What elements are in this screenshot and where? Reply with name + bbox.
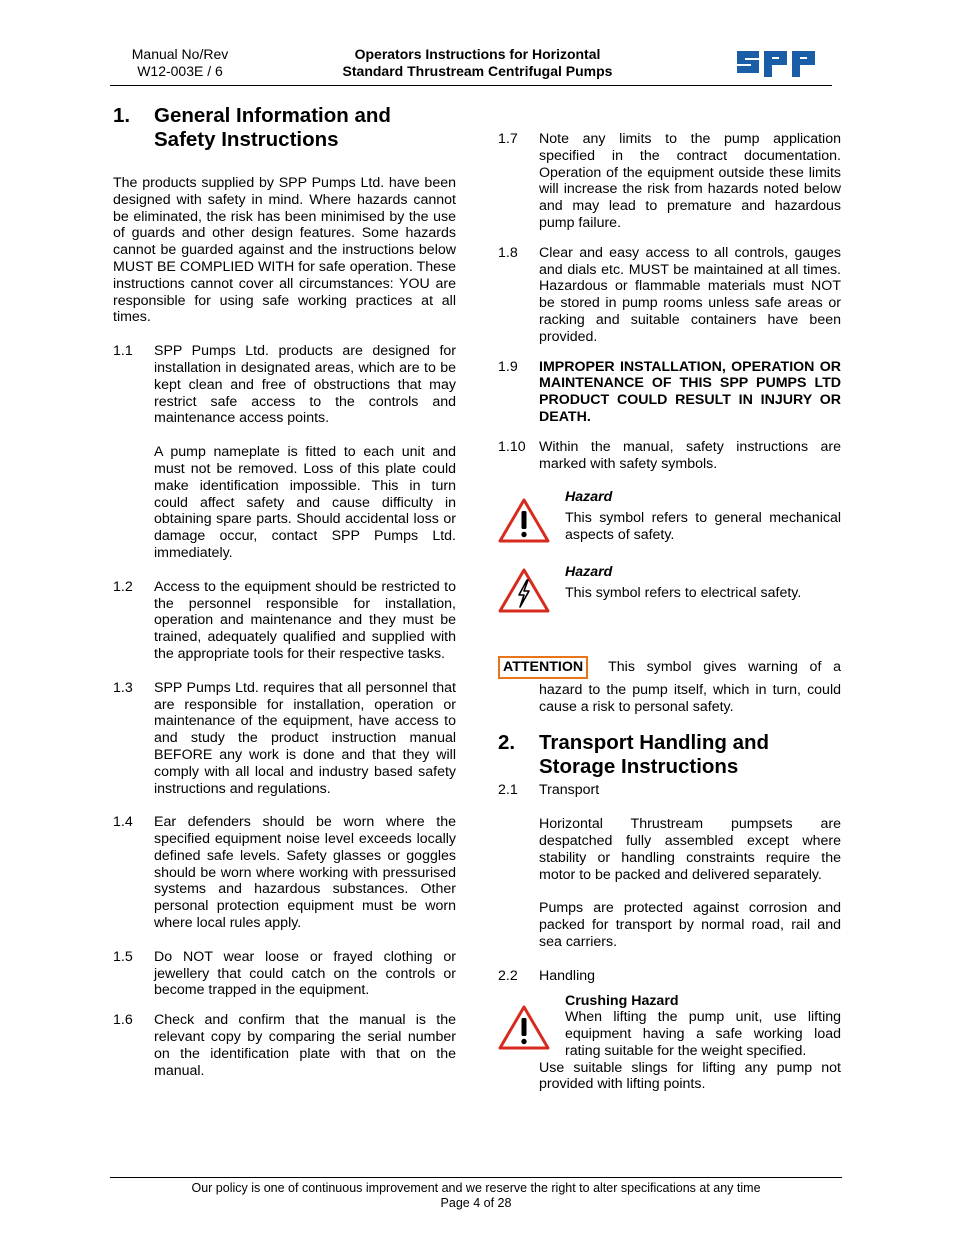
item-number: 1.5 [113,948,133,965]
list-item [113,680,456,798]
warning-exclamation-icon [498,497,550,543]
item-number: 1.2 [113,578,133,595]
section1-intro: The products supplied by SPP Pumps Ltd. have been designed with safety in mind. Where hazards cannot be eliminated, the risk has been minimised by the use of guards and other design features. Some hazards cannot be guarded against and the instructions below MUST BE COMPLIED WITH for safe operation. These instructions cannot cover all circumstances: YOU are responsible for using safe working practices at all times. [113,175,456,326]
hazard-text: This symbol refers to electrical safety. [565,584,802,601]
crushing-hazard-text-cont: Use suitable slings for lifting any pump not provided with lifting points. [539,1059,841,1093]
item-text-warning: IMPROPER INSTALLATION, OPERATION OR MAINTENANCE OF THIS SPP PUMPS LTD PRODUCT COULD RESULT IN INJURY OR DEATH. [539,358,841,425]
list-item [113,949,456,999]
subsection-number: 2.1 [498,782,518,799]
document-title-line2: Standard Thrustream Centrifugal Pumps [342,63,613,79]
list-item [498,245,841,346]
list-item [498,359,841,426]
section2-heading [498,731,841,779]
section1-title-line1: General Information and [154,104,391,127]
manual-number-block [110,46,250,80]
policy-statement: Our policy is one of continuous improvement and we reserve the right to alter specifications at any time [191,1181,761,1195]
spp-logo [735,47,817,77]
section1-heading [113,104,456,152]
crushing-hazard-text: When lifting the pump unit, use lifting equipment having a safe working load rating suitable for the weight specified. [565,1009,841,1059]
manual-number: W12-003E / 6 [137,63,223,79]
subsection-number: 2.2 [498,967,518,984]
subsection-title: Transport [539,782,600,799]
section2-title-line2: Storage Instructions [539,755,739,779]
subsection-title: Handling [539,967,596,984]
list-item [498,439,841,473]
item-number: 1.9 [498,358,518,375]
item-number: 1.10 [498,438,526,455]
list-item [113,1012,456,1079]
item-number: 1.6 [113,1012,133,1029]
item-text: SPP Pumps Ltd. requires that all personnel that are responsible for installation, operation or maintenance of the equipment, have access to and study the product instruction manual BEFORE any work is done and that they will comply with all local and industry based safety instructions and regulations. [154,679,456,797]
electrical-hazard-icon [498,567,550,613]
item-text: Check and confirm that the manual is the relevant copy by comparing the serial number on the identification plate with that on the manual. [154,1012,456,1079]
item-text: Access to the equipment should be restricted to the personnel responsible for installation, operation and maintenance and they must be trained, adequately qualified and supplied with the appropriate tools for their respective tasks. [154,578,456,662]
list-item [113,444,456,562]
item-text: SPP Pumps Ltd. products are designed for installation in designated areas, which are to be kept clean and free of obstructions that may restrict safe access to the controls and maintenance access points. [154,343,456,427]
warning-exclamation-icon [498,1004,550,1050]
item-text: A pump nameplate is fitted to each unit and must not be removed. Loss of this plate could make identification impossible. This in turn could affect safety and cause difficulty in obtaining spare parts. Should accidental loss or damage occur, contact SPP Pumps Ltd. immediately. [154,444,456,561]
item-number: 1.3 [113,679,133,696]
crushing-hazard [498,993,841,1060]
section2-title-line1: Transport Handling and [539,731,770,755]
item-text: Within the manual, safety instructions are marked with safety symbols. [539,438,841,472]
subsection-transport [498,782,841,799]
item-number: 1.7 [498,131,518,147]
item-text: Clear and easy access to all controls, gauges and dials etc. MUST be maintained at all times. Hazardous or flammable materials must NOT be stored in pump rooms unless safe areas or racking and suitable containers have been provided. [539,244,841,345]
attention-text: This symbol gives warning of a [608,658,841,675]
paragraph: Horizontal Thrustream pumpsets are despatched fully assembled except where stability or handling constraints require the motor to be packed and delivered separately. [539,816,841,883]
footer-rule [110,1177,842,1178]
list-item [113,579,456,663]
hazard-text: This symbol refers to general mechanical aspects of safety. [565,510,841,543]
item-text: Do NOT wear loose or frayed clothing or jewellery that could catch on the controls or become trapped in the equipment. [154,948,456,999]
item-number [113,444,154,562]
section1-title-line2: Safety Instructions [154,128,339,151]
attention-text-cont: hazard to the pump itself, which in turn, could cause a risk to personal safety. [539,681,841,715]
hazard-electrical [498,564,841,618]
hazard-title: Hazard [565,489,613,506]
page-footer [110,1181,842,1211]
hazard-mechanical [498,489,841,548]
document-title [300,46,655,80]
list-item [498,900,841,950]
list-item [498,816,841,883]
paragraph: Pumps are protected against corrosion and packed for transport by normal road, rail and sea carriers. [539,900,841,950]
subsection-handling [498,968,841,985]
right-column [498,131,841,1093]
page-number: Page 4 of 28 [440,1196,512,1210]
item-number: 1.1 [113,343,133,360]
list-item [113,814,456,932]
item-number: 1.4 [113,814,133,831]
manual-label: Manual No/Rev [131,46,229,62]
attention-block [498,656,841,679]
item-text: Note any limits to the pump application specified in the contract documentation. Operation of the equipment outside these limits will increase the risk from hazards noted below and may lead to premature and hazardous pump failure. [539,131,841,231]
header-rule [110,85,832,86]
item-text: Ear defenders should be worn where the specified equipment noise level exceeds locally defined safe levels. Safety glasses or goggles should be worn where working with pressurised systems and hazardous substances. Other personal protection equipment must be worn where local rules apply. [154,814,456,932]
hazard-title: Hazard [565,564,613,581]
list-item [498,131,841,232]
section2-number: 2. [498,731,516,755]
crushing-hazard-title: Crushing Hazard [565,992,679,1009]
list-item [113,343,456,427]
item-number: 1.8 [498,244,518,261]
section1-number: 1. [113,104,131,127]
attention-label: ATTENTION [498,656,588,679]
document-title-line1: Operators Instructions for Horizontal [354,46,601,62]
left-column [113,104,456,1079]
